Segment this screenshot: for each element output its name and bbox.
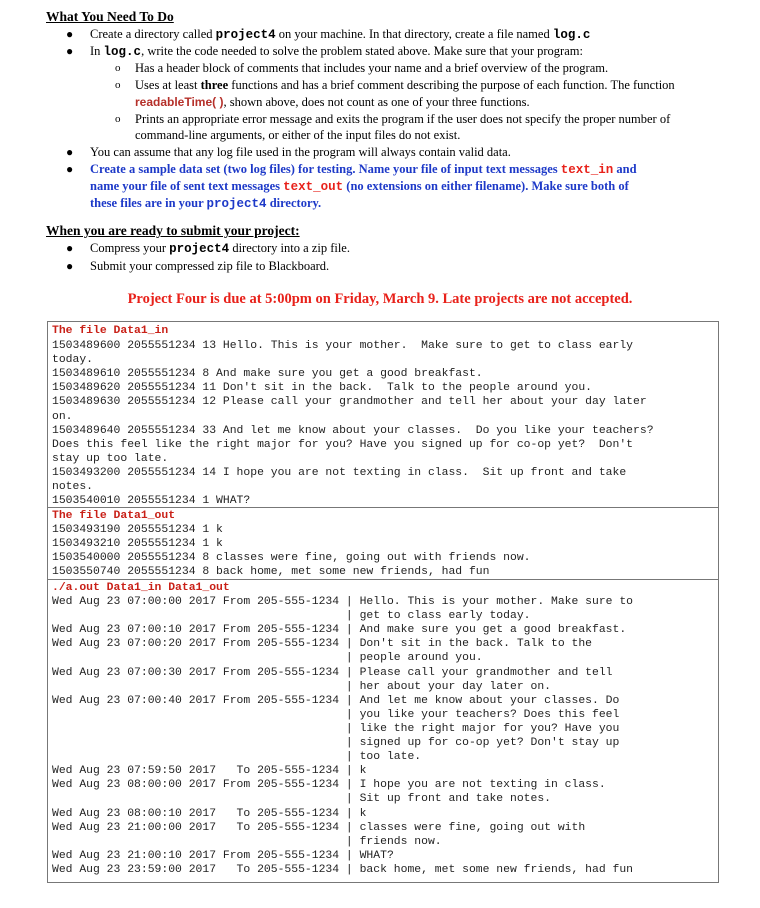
due-date-notice: Project Four is due at 5:00pm on Friday, March 9. Late projects are not accepted. [127, 291, 633, 307]
code-line: Wed Aug 23 21:00:10 2017 From 205-555-1234 | WHAT? [52, 849, 394, 862]
code-line: today. [52, 354, 94, 367]
code-line: Wed Aug 23 21:00:00 2017 To 205-555-1234 | classes were fine, going out with [52, 821, 586, 834]
code-line: Wed Aug 23 23:59:00 2017 To 205-555-1234 | back home, met some new friends, had fun [52, 863, 634, 876]
code-line: | Sit up front and take notes. [52, 793, 551, 806]
code-line: on. [52, 410, 73, 423]
code-line: Wed Aug 23 07:00:20 2017 From 205-555-1234 | Don't sit in the back. Talk to the [52, 638, 593, 651]
code-line: | people around you. [52, 652, 483, 665]
need-item-4-cont: name your file of sent text messages text_out (no extensions on either filename). Make sure both of [90, 179, 629, 194]
need-item-3: You can assume that any log file used in the program will always contain valid data. [90, 145, 511, 159]
bullet-dot: ● [66, 44, 74, 58]
bullet-dot: ● [66, 27, 74, 41]
code-line: 1503493210 2055551234 1 k [52, 538, 223, 551]
code-line: 1503489620 2055551234 11 Don't sit in the back. Talk to the people around you. [52, 382, 593, 395]
code-line: | signed up for co-op yet? Don't stay up [52, 737, 620, 749]
code-line: 1503493190 2055551234 1 k [52, 524, 223, 536]
code-line: | friends now. [52, 835, 442, 848]
need-sub-3-cont: command-line arguments, or either of the input files do not exist. [135, 128, 461, 142]
code-line: 1503550740 2055551234 8 back home, met some new friends, had fun [52, 566, 490, 579]
code-line: 1503489600 2055551234 13 Hello. This is your mother. Make sure to get to class early [52, 340, 634, 352]
code-line: | like the right major for you? Have you [52, 722, 620, 735]
code-line: | you like your teachers? Does this feel [52, 708, 620, 721]
need-heading: What You Need To Do [46, 9, 174, 24]
code-line: stay up too late. [52, 452, 169, 465]
sub-bullet-circle: o [115, 79, 121, 91]
code-line: 1503540000 2055551234 8 classes were fine, going out with friends now. [52, 552, 531, 565]
code-line: Wed Aug 23 08:00:00 2017 From 205-555-1234 | I hope you are not texting in class. [52, 779, 606, 792]
code-line: 1503493200 2055551234 14 I hope you are not texting in class. Sit up front and take [52, 466, 627, 479]
code-line: notes. [52, 481, 94, 493]
sub-bullet-circle: o [115, 62, 121, 74]
code-line: Wed Aug 23 07:00:30 2017 From 205-555-1234 | Please call your grandmother and tell [52, 666, 613, 679]
need-sub-2: Uses at least three functions and has a brief comment describing the purpose of each function. The function [135, 78, 675, 92]
bullet-dot: ● [66, 162, 74, 176]
data-out-title: The file Data1_out [52, 510, 176, 522]
code-line: Does this feel like the right major for you? Have you signed up for co-op yet? Don't [52, 438, 634, 451]
code-line: | too late. [52, 751, 422, 764]
code-line: | get to class early today. [52, 610, 531, 623]
need-item-4: Create a sample data set (two log files) for testing. Name your file of input text messages text_in and [90, 162, 637, 177]
submit-item-2: Submit your compressed zip file to Blackboard. [90, 259, 330, 273]
bullet-dot: ● [66, 259, 74, 273]
submit-item-1: Compress your project4 directory into a zip file. [90, 241, 350, 256]
bullet-dot: ● [66, 145, 74, 159]
code-line: | her about your day later on. [52, 680, 551, 693]
need-sub-2-cont: readableTime( ), shown above, does not count as one of your three functions. [135, 95, 530, 109]
code-line: Wed Aug 23 07:00:00 2017 From 205-555-1234 | Hello. This is your mother. Make sure to [52, 596, 634, 608]
bullet-dot: ● [66, 241, 74, 255]
code-line: Wed Aug 23 07:00:40 2017 From 205-555-1234 | And let me know about your classes. Do [52, 694, 620, 707]
code-line: 1503489630 2055551234 12 Please call your grandmother and tell her about your day later [52, 396, 647, 409]
command-title: ./a.out Data1_in Data1_out [52, 582, 230, 594]
submit-heading: When you are ready to submit your project: [46, 223, 300, 238]
need-item-4-cont-2: these files are in your project4 directory. [90, 196, 322, 211]
code-line: 1503489640 2055551234 33 And let me know about your classes. Do you like your teachers? [52, 424, 654, 437]
need-item-2: In log.c, write the code needed to solve the problem stated above. Make sure that your program: [90, 44, 583, 59]
data-in-title: The file Data1_in [52, 325, 169, 337]
code-line: 1503540010 2055551234 1 WHAT? [52, 495, 251, 508]
need-sub-1: Has a header block of comments that includes your name and a brief overview of the program. [135, 61, 609, 75]
code-line: Wed Aug 23 07:59:50 2017 To 205-555-1234 | k [52, 765, 367, 778]
code-line: 1503489610 2055551234 8 And make sure you get a good breakfast. [52, 368, 483, 381]
need-item-1: Create a directory called project4 on your machine. In that directory, create a file named log.c [90, 27, 591, 42]
sub-bullet-circle: o [115, 113, 121, 125]
code-line: Wed Aug 23 08:00:10 2017 To 205-555-1234 | k [52, 807, 367, 820]
code-line: Wed Aug 23 07:00:10 2017 From 205-555-1234 | And make sure you get a good breakfast. [52, 624, 627, 637]
need-sub-3: Prints an appropriate error message and exits the program if the user does not specify the proper number of [135, 112, 671, 126]
